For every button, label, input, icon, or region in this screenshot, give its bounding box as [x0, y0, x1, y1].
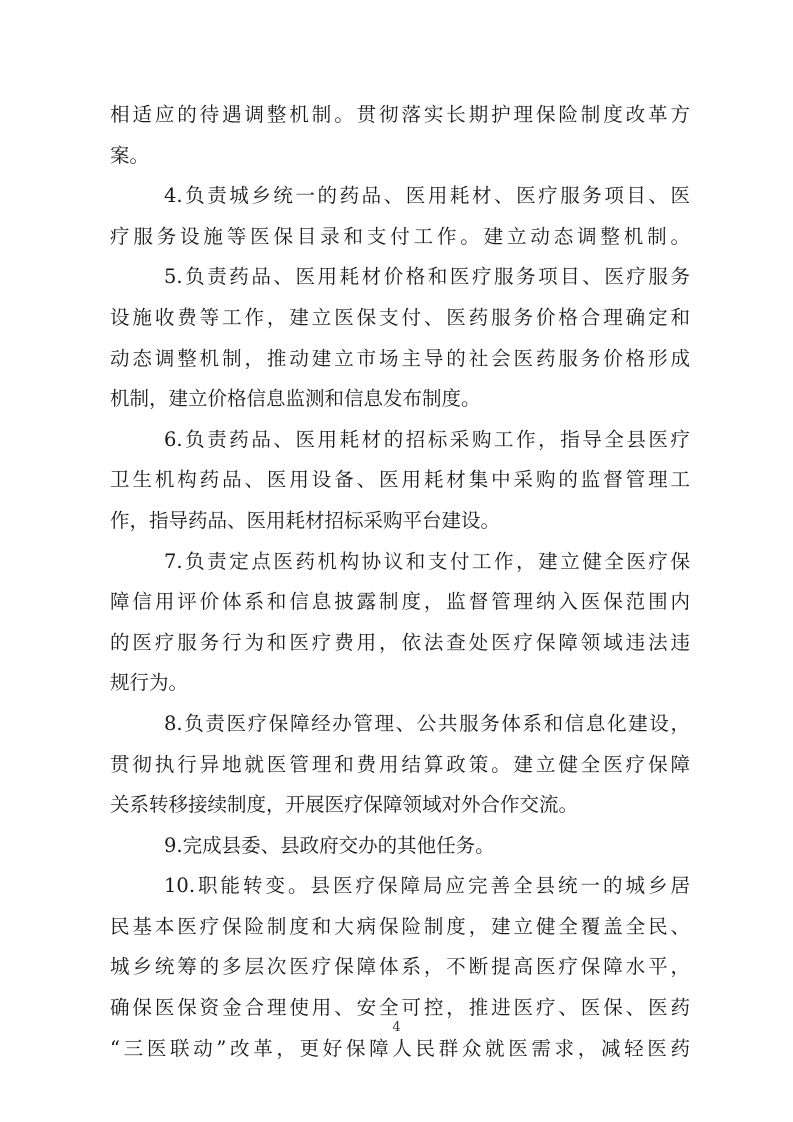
text-line: 9.完成县委、县政府交办的其他任务。 — [164, 833, 495, 857]
text-line: 的医疗服务行为和医疗费用，依法查处医疗保障领域违法违 — [110, 630, 690, 654]
text-line: 民基本医疗保险制度和大病保险制度，建立健全覆盖全民、 — [110, 914, 690, 938]
text-line: 设施收费等工作，建立医保支付、医药服务价格合理确定和 — [110, 305, 690, 329]
text-line: 规行为。 — [110, 671, 189, 695]
text-line: 疗服务设施等医保目录和支付工作。建立动态调整机制。 — [110, 224, 690, 248]
body-text — [110, 95, 690, 1069]
text-line: 相适应的待遇调整机制。贯彻落实长期护理保险制度改革方 — [110, 103, 690, 126]
text-line: 6.负责药品、医用耗材的招标采购工作，指导全县医疗 — [164, 427, 690, 451]
text-line: 10.职能转变。县医疗保障局应完善全县统一的城乡居 — [164, 874, 690, 898]
text-line: “三医联动”改革，更好保障人民群众就医需求，减轻医药 — [110, 1036, 690, 1060]
page-number: 4 — [392, 1020, 401, 1035]
text-line: 卫生机构药品、医用设备、医用耗材集中采购的监督管理工 — [110, 468, 690, 492]
text-line: 障信用评价体系和信息披露制度，监督管理纳入医保范围内 — [110, 590, 690, 614]
text-line: 4.负责城乡统一的药品、医用耗材、医疗服务项目、医 — [164, 184, 690, 208]
text-line: 7.负责定点医药机构协议和支付工作，建立健全医疗保 — [164, 549, 690, 573]
text-line: 案。 — [110, 143, 150, 167]
text-line: 动态调整机制，推动建立市场主导的社会医药服务价格形成 — [110, 346, 690, 370]
text-line: 贯彻执行异地就医管理和费用结算政策。建立健全医疗保障 — [110, 752, 690, 776]
text-line: 机制，建立价格信息监测和信息发布制度。 — [110, 387, 481, 411]
text-line: 8.负责医疗保障经办管理、公共服务体系和信息化建设， — [164, 711, 690, 735]
text-line: 作，指导药品、医用耗材招标采购平台建设。 — [110, 508, 501, 532]
text-line: 城乡统筹的多层次医疗保障体系，不断提高医疗保障水平， — [110, 955, 690, 979]
text-line: 关系转移接续制度，开展医疗保障领域对外合作交流。 — [110, 793, 579, 817]
text-line: 确保医保资金合理使用、安全可控，推进医疗、医保、医药 — [110, 996, 690, 1020]
text-line: 5.负责药品、医用耗材价格和医疗服务项目、医疗服务 — [164, 265, 690, 289]
